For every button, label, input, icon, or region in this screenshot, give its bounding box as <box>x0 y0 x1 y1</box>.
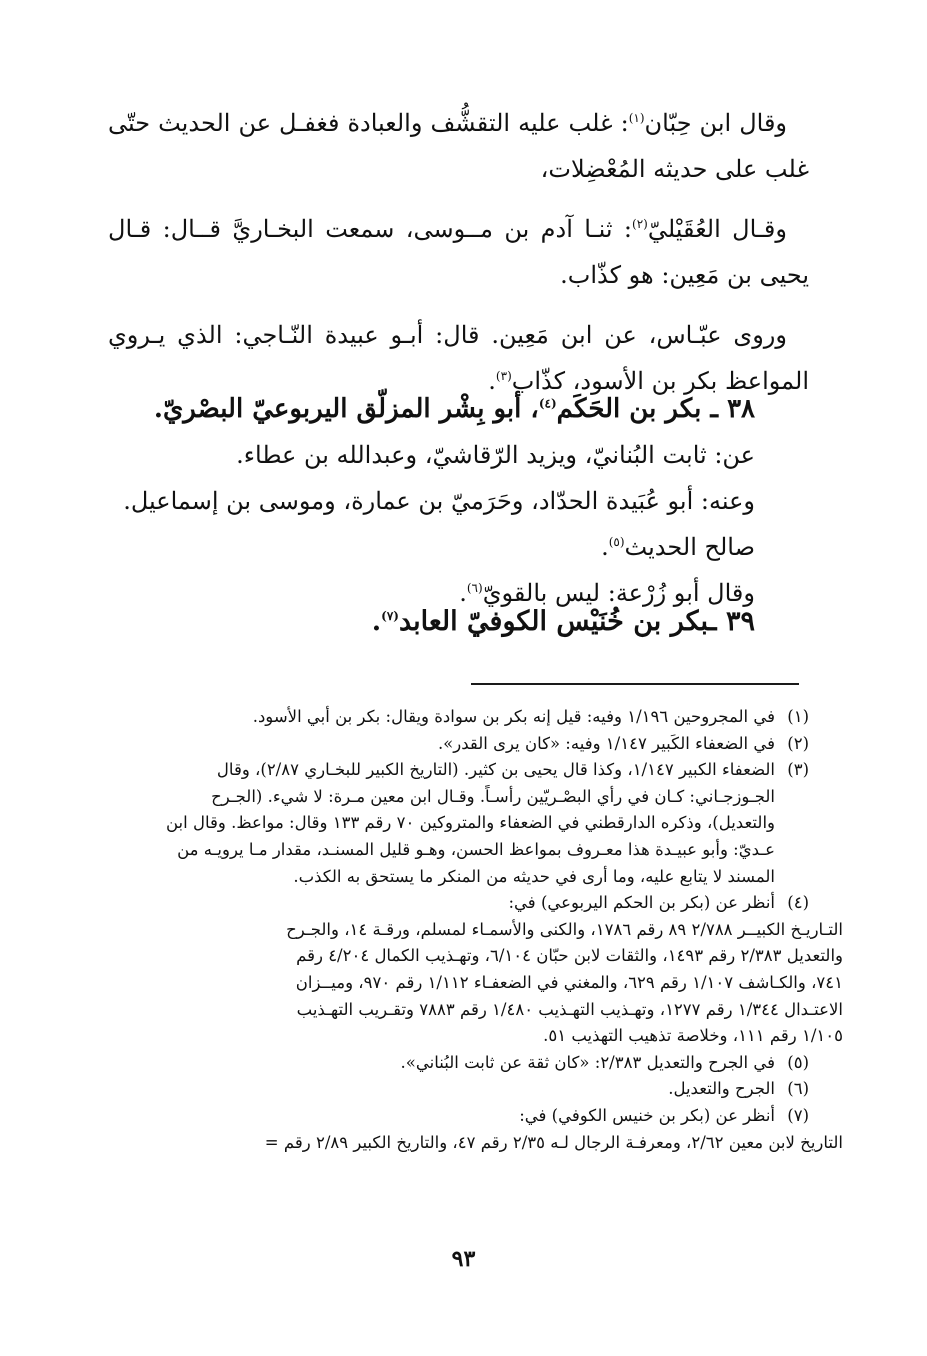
footnote-number: (٢) <box>787 733 809 753</box>
quote-end: . <box>459 579 467 607</box>
footnote-body <box>100 1130 843 1157</box>
grade-text: صالح الحديث <box>624 533 755 561</box>
paragraph-text: : ثنـا آدم بن مــوسى، سمعت البخـاريَّ قــال: قـال يحيى بن مَعِين: هو كذّاب. <box>108 215 809 289</box>
paragraph-uqayli <box>108 206 809 298</box>
page-number: ٩٣ <box>451 1246 476 1272</box>
paragraph-text: وقـال العُقَيْليّ <box>647 215 787 243</box>
entry-end: . <box>371 606 382 637</box>
footnotes <box>100 704 843 1156</box>
entry-name: بكر بن خُنَيْس الكوفيّ العابد <box>398 606 709 637</box>
paragraph-text: وروى عبّـاس، عن ابن مَعِين. قال: أبـو عبيدة النّـاجي: الذي يـروي المواعظ بكر بن الأسود، كذّاب <box>108 321 809 395</box>
footnote-line: الضعفاء الكبير ١/١٤٧، وكذا قال يحيى بن كثير. (التاريخ الكبير للبخـاري ٢/٨٧)، وقال <box>216 760 775 780</box>
footnote-line: والتعديل ٢/٣٨٣ رقم ١٤٩٣، والثقات لابن حبّان ٦/١٠٤، وتهـذيب الكمال ٤/٢٠٤ رقم <box>296 946 843 966</box>
footnote-body <box>100 917 843 1050</box>
entry-38-students: وعنه: أبو عُبَيدة الحدّاد، وحَرَميّ بن عمارة، وموسى بن إسماعيل. <box>123 487 755 515</box>
footnote-body <box>100 757 775 890</box>
footnote-ref: (٥) <box>608 535 625 549</box>
entry-number: ٣٩ ـ <box>708 606 755 637</box>
entry-38-teachers: عن: ثابت البُنانيّ، ويزيد الرّقاشيّ، وعبدالله بن عطاء. <box>236 441 755 469</box>
entry-38-heading <box>108 386 755 432</box>
footnote-5 <box>100 1050 809 1077</box>
footnote-separator <box>471 683 799 685</box>
footnote-line: الجرح والتعديل. <box>668 1079 775 1099</box>
footnote-line: التـاريـخ الكبيــر ٢/٧٨٨ ٨٩ رقم ١٧٨٦، والكنى والأسمـاء لمسلم، ورقـة ١٤، والجـرح <box>286 919 843 939</box>
footnote-1 <box>100 704 809 731</box>
footnote-body <box>100 731 775 758</box>
footnote-ref: (٤) <box>538 396 557 411</box>
footnote-number: (٧) <box>787 1105 809 1125</box>
footnote-line: في المجروحين ١/١٩٦ وفيه: قيل إنه بكر بن سوادة ويقال: بكر بن أبي الأسود. <box>252 707 775 726</box>
footnote-number: (١) <box>787 707 809 726</box>
footnote-line: الجـوزجـاني: كـان في رأي البصْـريّين رأسـاً. وقـال ابن معين مـرة: لا شيء. (الجـرح <box>211 786 775 806</box>
footnote-line: عـديّ: وأبو عبيـدة هذا معـروف بمواعظ الحسن، وهـو قليل المسنـد، مقدار مـا يرويـه من <box>177 839 775 859</box>
grade-end: . <box>601 533 609 561</box>
footnote-line: والتعديل)، وذكره الدارقطني في الضعفاء والمتروكين ٧٠ رقم ١٣٣ وقال: مواعظ. وقال ابن <box>166 813 775 833</box>
footnote-6 <box>100 1076 809 1103</box>
paragraph-text: . <box>488 367 496 395</box>
footnote-body <box>100 890 775 917</box>
footnote-7-sources <box>100 1130 843 1157</box>
main-text <box>108 100 809 418</box>
footnote-ref: (٢) <box>632 217 648 231</box>
footnote-body <box>100 1076 775 1103</box>
footnote-number: (٥) <box>787 1052 809 1072</box>
footnote-ref: (٣) <box>495 369 512 383</box>
footnote-7 <box>100 1103 809 1130</box>
footnote-body <box>100 704 775 731</box>
footnote-4 <box>100 890 809 917</box>
footnote-body <box>100 1103 775 1130</box>
footnote-line: في الجرح والتعديل ٢/٣٨٣: «كان ثقة عن ثابت البُناني». <box>400 1052 775 1072</box>
footnote-line: أنظر عن (بكر بن الحكم اليربوعي) في: <box>508 893 775 913</box>
entry-38 <box>108 386 755 616</box>
footnote-2 <box>100 731 809 758</box>
footnote-3 <box>100 757 809 890</box>
paragraph-ibn-hibban <box>108 100 809 192</box>
footnote-ref: (٦) <box>466 581 483 595</box>
footnote-line: التاريخ لابن معين ٢/٦٢، ومعرفـة الرجال لـه ٢/٣٥ رقم ٤٧، والتاريخ الكبير ٢/٨٩ رقم = <box>264 1132 843 1152</box>
footnote-number: (٦) <box>787 1079 809 1099</box>
footnote-line: في الضعفاء الكَبير ١/١٤٧ وفيه: «كان يرى القدر». <box>437 733 775 753</box>
footnote-line: المسند لا يتابع عليه، وما أرى في حديثه من المنكر ما يستحق به الكذب. <box>293 866 775 886</box>
entry-name-rest: ، أبو بِشْر المزلّق اليربوعيّ البصْريّ. <box>153 394 539 424</box>
footnote-number: (٤) <box>787 893 809 913</box>
entry-number: ٣٨ ـ <box>710 394 755 424</box>
footnote-line: ١/١٠٥ رقم ١١١، وخلاصة تذهيب التهذيب ٥١. <box>543 1026 843 1046</box>
footnote-4-sources <box>100 917 843 1050</box>
entry-39-heading <box>372 606 755 637</box>
footnote-line: ٧٤١، والكـاشف ١/١٠٧ رقم ٦٢٩، والمغني في الضعفـاء ١/١١٢ رقم ٩٧٠، وميــزان <box>295 972 843 992</box>
paragraph-text: : غلب عليه التقشُّف والعبادة فغفـل عن الحديث حتّى غلب على حديثه المُعْضِلات، <box>108 109 809 183</box>
entry-38-grade <box>108 524 755 570</box>
footnote-ref: (١) <box>628 111 645 125</box>
footnote-line: أنظر عن (بكر بن خنيس الكوفي) في: <box>519 1105 775 1125</box>
footnote-ref: (٧) <box>381 609 399 623</box>
footnote-number: (٣) <box>787 760 809 780</box>
entry-name: بكر بن الحَكَم <box>556 394 702 424</box>
footnote-line: الاعتـدال ١/٣٤٤ رقم ١٢٧٧، وتهـذيب التهـذيب ١/٤٨٠ رقم ٧٨٨٣ وتقـريب التهـذيب <box>296 999 843 1019</box>
paragraph-text: وقال ابن حِبّان <box>644 109 788 137</box>
quote-text: وقال أبو زُرْعة: ليس بالقويّ <box>482 579 755 607</box>
footnote-body <box>100 1050 775 1077</box>
